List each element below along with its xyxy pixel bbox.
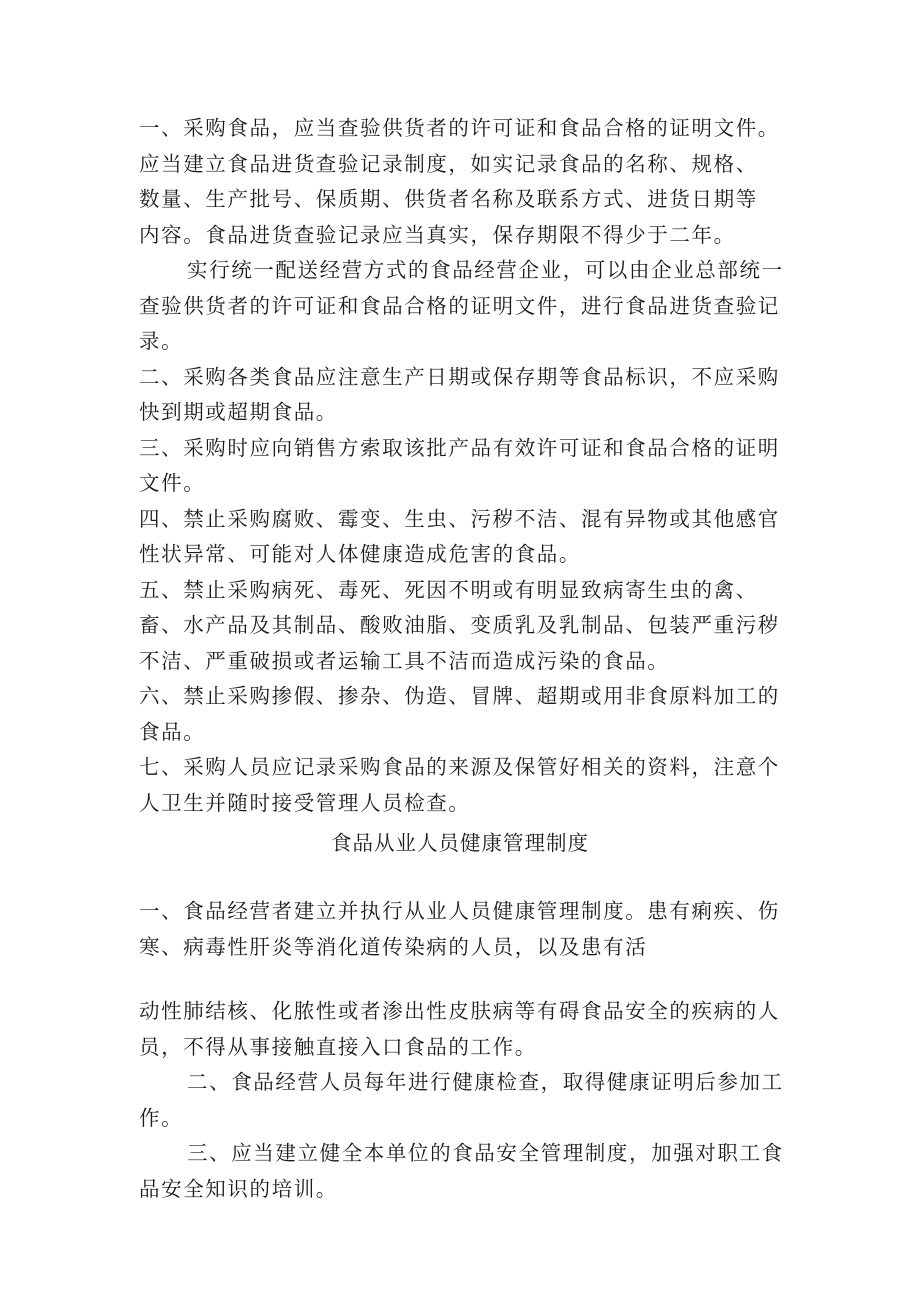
purchase-rule-1-line-2: 应当建立食品进货查验记录制度，如实记录食品的名称、规格、 (139, 151, 758, 176)
purchase-rule-4: 四、禁止采购腐败、霉变、生虫、污秽不洁、混有异物或其他感官性状异常、可能对人体健康造成危害的食品。 (139, 506, 780, 566)
purchase-rule-2: 二、采购各类食品应注意生产日期或保存期等食品标识，不应采购快到期或超期食品。 (139, 364, 780, 424)
health-rule-2: 二、食品经营人员每年进行健康检查，取得健康证明后参加工作。 (139, 1070, 784, 1130)
purchase-rule-6: 六、禁止采购掺假、掺杂、伪造、冒牌、超期或用非食原料加工的食品。 (139, 684, 780, 744)
purchase-rule-1-line-4: 内容。食品进货查验记录应当真实，保存期限不得少于二年。 (139, 222, 736, 247)
purchase-rule-5: 五、禁止采购病死、毒死、死因不明或有明显致病寄生虫的禽、畜、水产品及其制品、酸败油脂、变质乳及乳制品、包装严重污秽不洁、严重破损或者运输工具不洁而造成污染的食品。 (139, 577, 780, 673)
purchase-rule-1-line-3: 数量、生产批号、保质期、供货者名称及联系方式、进货日期等 (139, 187, 758, 211)
purchase-rule-centralized-distribution: 实行统一配送经营方式的食品经营企业，可以由企业总部统一查验供货者的许可证和食品合格的证明文件，进行食品进货查验记录。 (139, 258, 784, 353)
purchase-rule-3: 三、采购时应向销售方索取该批产品有效许可证和食品合格的证明文件。 (139, 435, 780, 495)
health-rules-continued (139, 994, 789, 1207)
purchase-rule-1-line-1: 一、采购食品，应当查验供货者的许可证和食品合格的证明文件。 (139, 116, 780, 140)
purchase-rule-7: 七、采购人员应记录采购食品的来源及保管好相关的资料，注意个人卫生并随时接受管理人员检查。 (139, 755, 780, 815)
purchase-rules-section (139, 111, 789, 821)
health-rule-1-text-part-2: 动性肺结核、化脓性或者渗出性皮肤病等有碍食品安全的疾病的人员，不得从事接触直接入口食品的工作。 (139, 999, 780, 1059)
section-title: 食品从业人员健康管理制度 (331, 831, 589, 855)
health-rule-1-text-part-1: 一、食品经营者建立并执行从业人员健康管理制度。患有痢疾、伤寒、病毒性肝炎等消化道传染病的人员，以及患有活 (139, 899, 780, 959)
health-rule-3: 三、应当建立健全本单位的食品安全管理制度，加强对职工食品安全知识的培训。 (139, 1141, 784, 1201)
health-rule-1-part-1 (139, 894, 789, 965)
